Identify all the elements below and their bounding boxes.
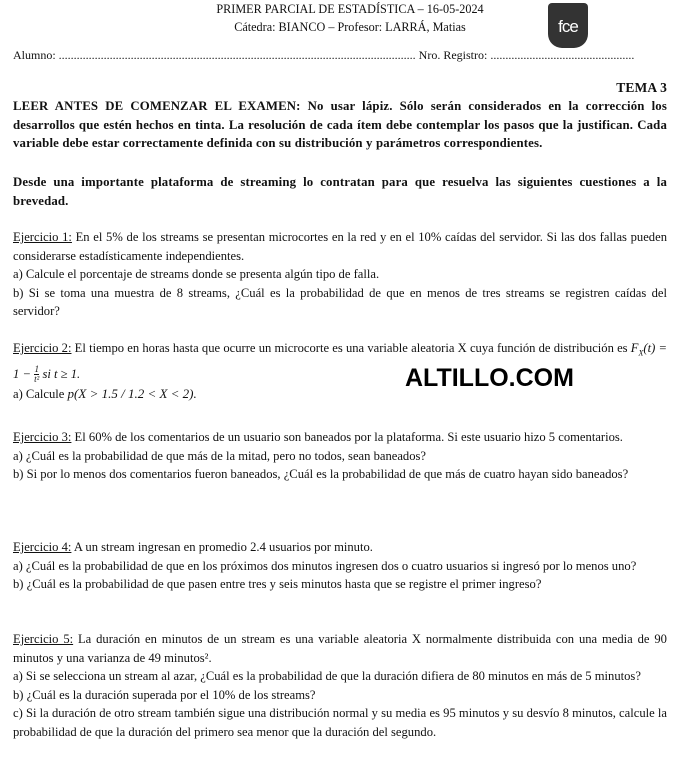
exercise-text: A un stream ingresan en promedio 2.4 usuarios por minuto.: [71, 540, 373, 554]
exercise-title: Ejercicio 3:: [13, 430, 72, 444]
exercise-item: b) ¿Cuál es la probabilidad de que pasen entre tres y seis minutos hasta que se registre el primer ingreso?: [13, 577, 542, 592]
exercise-item: a) Si se selecciona un stream al azar, ¿Cuál es la probabilidad de que la duración difiera de 80 minutos en más de 5 minutos?: [13, 669, 641, 684]
exercise-item: a) Calcule el porcentaje de streams donde se presenta algún tipo de falla.: [13, 267, 380, 282]
exercise-text: El tiempo en horas hasta que ocurre un microcorte es una variable aleatoria X cuya función de distribución es: [71, 341, 631, 355]
exercise-title: Ejercicio 2:: [13, 341, 72, 355]
exercise-title: Ejercicio 1:: [13, 230, 72, 244]
instructions: [13, 97, 667, 153]
registro-field: Nro. Registro: ................................................: [418, 48, 635, 62]
instructions-text: No usar lápiz. Sólo serán considerados en la corrección los desarrollos que estén hechos en tinta. La resolución de cada ítem debe contemplar los pasos que la justifican. Cada variable debe estar correctamente definida con su distribución y parámetros correspondientes.: [13, 99, 667, 151]
exercise-item: c) Si la duración de otro stream también sigue una distribución normal y su media es 95 minutos y su desvío 8 minutos, calcule la probabilidad de que la duración del primero sea menor que la duración del segundo.: [13, 706, 667, 739]
exercise-title: Ejercicio 4:: [13, 540, 72, 554]
exercise-title: Ejercicio 5:: [13, 632, 74, 646]
exercise-item: a) Calcule: [13, 387, 68, 402]
exercise-3: [13, 428, 667, 484]
tema-label: TEMA 3: [616, 80, 667, 95]
exercise-item: b) Si por lo menos dos comentarios fueron baneados, ¿Cuál es la probabilidad de que más de cuatro hayan sido baneados?: [13, 467, 629, 482]
exercise-item: a) ¿Cuál es la probabilidad de que en los próximos dos minutos ingresen dos o cuatro usuarios si ingresó por lo menos uno?: [13, 558, 637, 573]
exercise-4: [13, 538, 667, 594]
exercise-text: La duración en minutos de un stream es una variable aleatoria X normalmente distribuida con una media de 90 minutos y una varianza de 49 minutos².: [13, 632, 667, 665]
logo-text: fce: [558, 17, 578, 36]
exercise-text: El 60% de los comentarios de un usuario son baneados por la plataforma. Si este usuario hizo 5 comentarios.: [71, 430, 623, 444]
exercise-5: [13, 630, 667, 742]
fce-logo: [548, 3, 588, 48]
exercise-item: b) ¿Cuál es la duración superada por el 10% de los streams?: [13, 687, 316, 702]
exercise-item: b) Si se toma una muestra de 8 streams, ¿Cuál es la probabilidad de que en menos de tres streams se registren caídas del servidor?: [13, 285, 667, 319]
exercise-1: [13, 228, 667, 321]
probability-formula: p(X > 1.5 / 1.2 < X < 2).: [67, 386, 197, 402]
student-line: [13, 48, 634, 63]
exercise-item: a) ¿Cuál es la probabilidad de que más de la mitad, pero no todos, sean baneados?: [13, 448, 427, 463]
student-field: Alumno: .......................................................................................................................: [13, 48, 416, 62]
exam-subtitle: Cátedra: BIANCO – Profesor: LARRÁ, Matias: [234, 20, 466, 34]
exercise-text: En el 5% de los streams se presentan microcortes en la red y en el 10% caídas del servidor. Si las dos fallas pueden considerarse estadísticamente independientes.: [13, 230, 667, 263]
exam-title: PRIMER PARCIAL DE ESTADÍSTICA – 16-05-2024: [216, 2, 484, 16]
intro: Desde una importante plataforma de streaming lo contratan para que resuelva las siguientes cuestiones a la brevedad.: [13, 175, 667, 208]
watermark: ALTILLO.COM: [405, 364, 574, 392]
cdf-formula: $F_X(t) = 1$ − $\frac{1}{\text{t²}}$ si t ≥ 1.: [13, 341, 667, 385]
instructions-lead: LEER ANTES DE COMENZAR EL EXAMEN:: [13, 99, 301, 113]
